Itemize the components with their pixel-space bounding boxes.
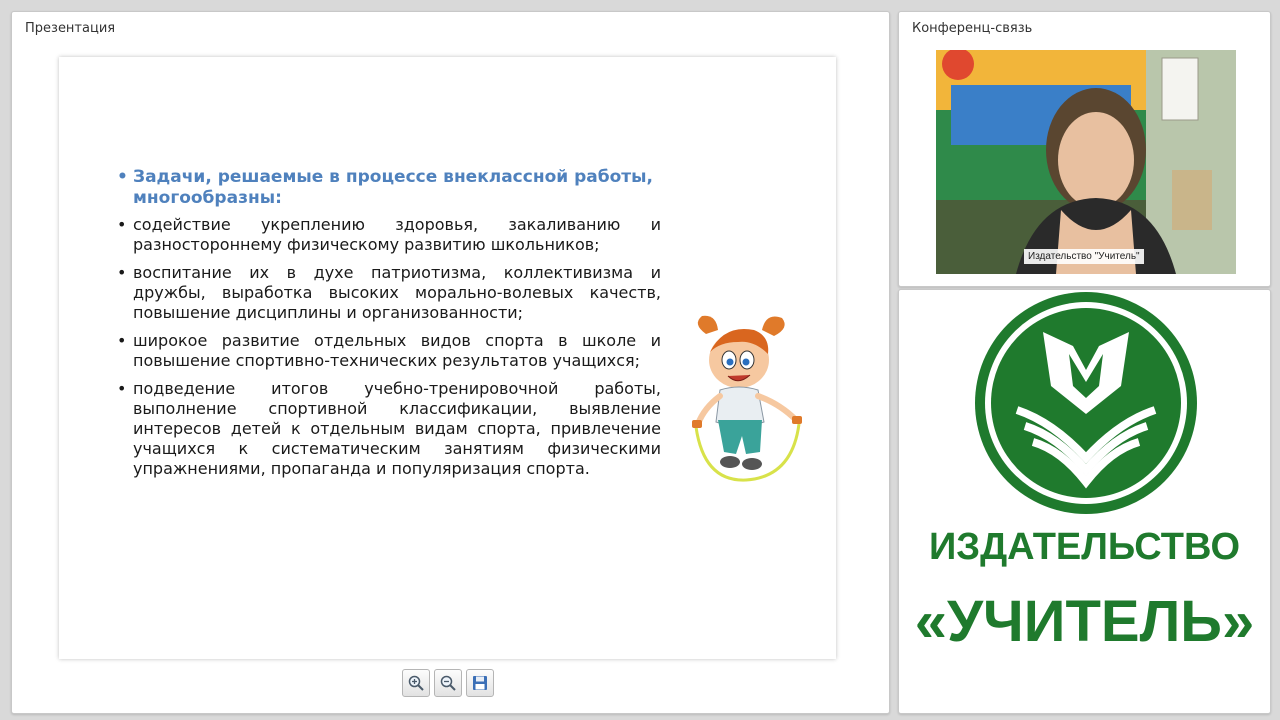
- save-icon: [471, 674, 489, 692]
- slide-list-item-text: подведение итогов учебно-тренировочной работы, выполнение спортивной классификации, выявление интересов детей к отдельным видам спорта, привлечение учащихся к систематическим занятиям физическими упражнениями, пропаганда и популяризация спорта.: [133, 379, 661, 478]
- zoom-out-icon: [439, 674, 457, 692]
- slide-list-item-text: содействие укреплению здоровья, закаливанию и разностороннему физическому развитию школьников;: [133, 215, 661, 254]
- slide-list-item-text: широкое развитие отдельных видов спорта в школе и повышение спортивно-технических результатов учащихся;: [133, 331, 661, 370]
- slide-list-item-text: воспитание их в духе патриотизма, коллективизма и дружбы, выработка высоких морально-волевых качеств, повышение дисциплины и организованности;: [133, 263, 661, 322]
- presentation-panel: [11, 11, 890, 714]
- save-button[interactable]: [466, 669, 494, 697]
- presentation-panel-title: Презентация: [25, 21, 116, 36]
- slide-canvas: [59, 57, 836, 659]
- bullet-icon: •: [117, 379, 127, 398]
- bullet-icon: •: [117, 167, 128, 187]
- slide-list-item: [117, 379, 661, 479]
- slide-list-item: [117, 215, 661, 255]
- slide-heading-text: Задачи, решаемые в процессе внеклассной работы, многообразны:: [133, 167, 653, 208]
- zoom-in-icon: [407, 674, 425, 692]
- video-feed[interactable]: [936, 50, 1236, 274]
- zoom-in-button[interactable]: [402, 669, 430, 697]
- jump-rope-girl-illustration: [684, 312, 809, 487]
- publisher-logo-icon: [973, 290, 1199, 516]
- video-caption: Издательство "Учитель": [1024, 249, 1144, 264]
- bullet-icon: •: [117, 263, 127, 282]
- slide-heading: [117, 167, 661, 209]
- presentation-toolbar: [402, 669, 494, 697]
- bullet-icon: •: [117, 331, 127, 350]
- conference-panel: [898, 11, 1271, 287]
- publisher-name-line2: «УЧИТЕЛЬ»: [914, 589, 1255, 654]
- bullet-icon: •: [117, 215, 127, 234]
- conference-panel-title: Конференц-связь: [912, 21, 1033, 36]
- slide-bullet-list: [117, 215, 661, 479]
- video-frame-image: [936, 50, 1236, 274]
- publisher-logo-panel: [898, 289, 1271, 714]
- slide-list-item: [117, 331, 661, 371]
- publisher-name-line1: ИЗДАТЕЛЬСТВО: [928, 526, 1241, 568]
- slide-list-item: [117, 263, 661, 323]
- zoom-out-button[interactable]: [434, 669, 462, 697]
- slide-text-block: [117, 167, 661, 487]
